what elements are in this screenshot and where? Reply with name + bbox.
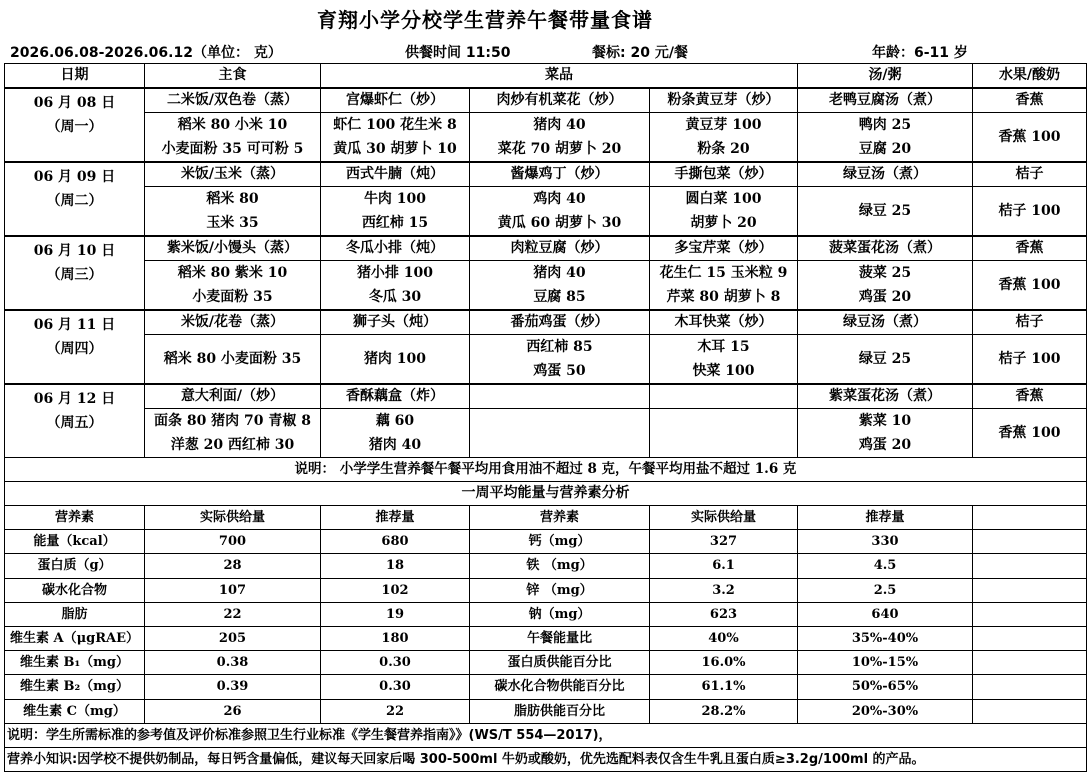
recommended-amount: 18 (321, 554, 470, 578)
nutrient-header: 推荐量 (321, 506, 470, 530)
dish2-ingredients (470, 409, 650, 458)
day-date: 06 月 08 日 (33, 95, 116, 111)
actual-amount: 28 (145, 554, 321, 578)
fruit-dish-name: 桔子 (973, 162, 1087, 187)
nutrient-name: 维生素 B₂（mg） (5, 675, 145, 699)
day-weekday: （周五） (46, 415, 103, 431)
ingredient-line: 稻米 80 (206, 191, 259, 207)
ingredient-line: 绿豆 25 (858, 203, 912, 219)
day-date: 06 月 11 日 (33, 317, 116, 333)
ingredient-line: 西红柿 15 (361, 215, 429, 231)
day-weekday: （周一） (46, 119, 103, 135)
soup-dish-name: 绿豆汤（煮） (798, 310, 973, 335)
ingredient-line: 稻米 80 小麦面粉 35 (163, 351, 302, 367)
dish2-dish-name (470, 384, 650, 409)
day-date-cell (5, 88, 145, 162)
analysis-title: 一周平均能量与营养素分析 (5, 482, 1087, 506)
nutrition-tip: 营养小知识:因学校不提供奶制品，每日钙含量偏低，建议每天回家后喝 300-500ml 牛奶或酸奶，优先选配料表仅含生牛乳且蛋白质≥3.2g/100ml 的产品。 (5, 747, 1087, 771)
page-title: 育翔小学分校学生营养午餐带量食谱 (317, 8, 653, 32)
ingredient-line: 猪肉 40 (533, 117, 586, 133)
recommended-amount: 2.5 (798, 578, 973, 602)
ingredient-line: 菠菜 25 (858, 265, 912, 281)
age-range: 年龄：6-11 岁 (872, 45, 968, 61)
soup-dish-name: 老鸭豆腐汤（煮） (798, 88, 973, 113)
ingredient-line: 猪小排 100 (356, 265, 434, 281)
empty-cell (973, 626, 1087, 650)
soup-ingredients (798, 335, 973, 385)
nutrient-name: 蛋白质供能百分比 (470, 651, 650, 675)
dish3-ingredients (650, 261, 798, 311)
ingredient-line: 香蕉 100 (998, 277, 1061, 293)
dish2-ingredients (470, 187, 650, 237)
dish1-ingredients (321, 335, 470, 385)
header-fruit: 水果/酸奶 (973, 64, 1087, 89)
nutrient-name: 维生素 A（μgRAE） (5, 626, 145, 650)
staple-dish-name: 紫米饭/小馒头（蒸） (145, 236, 321, 261)
fruit-ingredients (973, 113, 1087, 163)
actual-amount: 623 (650, 602, 798, 626)
ingredient-line: 黄瓜 30 胡萝卜 10 (333, 141, 457, 157)
ingredient-line: 小麦面粉 35 (192, 289, 273, 305)
recommended-amount: 180 (321, 626, 470, 650)
nutrient-name: 蛋白质（g） (5, 554, 145, 578)
actual-amount: 0.39 (145, 675, 321, 699)
menu-header-row (5, 64, 1087, 89)
empty-cell (973, 554, 1087, 578)
actual-amount: 0.38 (145, 651, 321, 675)
actual-amount: 26 (145, 699, 321, 723)
menu-table (4, 63, 1087, 772)
nutrient-header: 实际供给量 (145, 506, 321, 530)
dish1-ingredients (321, 113, 470, 163)
dish2-dish-name: 酱爆鸡丁（炒） (470, 162, 650, 187)
dish2-ingredients (470, 261, 650, 311)
nutrient-header: 推荐量 (798, 506, 973, 530)
ingredient-line: 藕 60 (375, 413, 415, 429)
dish1-dish-name: 狮子头（炖） (321, 310, 470, 335)
day-weekday: （周三） (46, 267, 103, 283)
ingredient-line: 豆腐 20 (858, 141, 912, 157)
nutrient-name: 钠（mg） (470, 602, 650, 626)
soup-ingredients (798, 187, 973, 237)
recommended-amount: 22 (321, 699, 470, 723)
staple-dish-name: 意大利面/（炒） (145, 384, 321, 409)
empty-cell (973, 699, 1087, 723)
ingredient-line: 桔子 100 (998, 351, 1061, 367)
staple-ingredients (145, 409, 321, 458)
nutrient-name: 维生素 B₁（mg） (5, 651, 145, 675)
recommended-amount: 0.30 (321, 651, 470, 675)
day-date-cell (5, 310, 145, 384)
recommended-amount: 50%-65% (798, 675, 973, 699)
day-date-cell (5, 162, 145, 236)
header-date: 日期 (5, 64, 145, 89)
staple-ingredients (145, 261, 321, 311)
day-ingredient-row (5, 409, 1087, 458)
ingredient-line: 鸡肉 40 (533, 191, 586, 207)
day-weekday: （周二） (46, 193, 103, 209)
ingredient-line: 芹菜 80 胡萝卜 8 (666, 289, 781, 305)
nutrient-name: 维生素 C（mg） (5, 699, 145, 723)
recommended-amount: 102 (321, 578, 470, 602)
day-ingredient-row (5, 335, 1087, 385)
staple-dish-name: 米饭/花卷（蒸） (145, 310, 321, 335)
dish3-ingredients (650, 187, 798, 237)
dish3-dish-name: 手撕包菜（炒） (650, 162, 798, 187)
ingredient-line: 圆白菜 100 (685, 191, 762, 207)
nutrient-row (5, 626, 1087, 650)
ingredient-line: 绿豆 25 (858, 351, 912, 367)
recommended-amount: 10%-15% (798, 651, 973, 675)
actual-amount: 700 (145, 530, 321, 554)
oil-salt-note: 说明： 小学学生营养餐午餐平均用食用油不超过 8 克，午餐平均用盐不超过 1.6 克 (5, 458, 1087, 482)
nutrient-row (5, 554, 1087, 578)
recommended-amount: 680 (321, 530, 470, 554)
actual-amount: 61.1% (650, 675, 798, 699)
recommended-amount: 330 (798, 530, 973, 554)
ingredient-line: 面条 80 猪肉 70 青椒 8 (153, 413, 312, 429)
nutrient-name: 锌 （mg） (470, 578, 650, 602)
empty-cell (973, 578, 1087, 602)
nutrient-name: 碳水化合物 (5, 578, 145, 602)
fruit-dish-name: 香蕉 (973, 88, 1087, 113)
dish3-ingredients (650, 113, 798, 163)
day-ingredient-row (5, 113, 1087, 163)
fruit-ingredients (973, 335, 1087, 385)
nutrient-row (5, 699, 1087, 723)
dish1-dish-name: 宫爆虾仁（炒） (321, 88, 470, 113)
day-weekday: （周四） (46, 341, 103, 357)
day-date: 06 月 09 日 (33, 169, 116, 185)
actual-amount: 28.2% (650, 699, 798, 723)
nutrient-name: 脂肪供能百分比 (470, 699, 650, 723)
soup-ingredients (798, 409, 973, 458)
ingredient-line: 鸡蛋 20 (858, 437, 912, 453)
soup-ingredients (798, 261, 973, 311)
recommended-amount: 35%-40% (798, 626, 973, 650)
ingredient-line: 豆腐 85 (533, 289, 586, 305)
day-ingredient-row (5, 261, 1087, 311)
nutrient-name: 碳水化合物供能百分比 (470, 675, 650, 699)
ingredient-line: 桔子 100 (998, 203, 1061, 219)
nutrient-header-row (5, 506, 1087, 530)
nutrient-name: 午餐能量比 (470, 626, 650, 650)
ingredient-line: 冬瓜 30 (368, 289, 422, 305)
staple-dish-name: 二米饭/双色卷（蒸） (145, 88, 321, 113)
soup-dish-name: 紫菜蛋花汤（煮） (798, 384, 973, 409)
fruit-dish-name: 香蕉 (973, 384, 1087, 409)
nutrient-row (5, 651, 1087, 675)
ingredient-line: 鸡蛋 20 (858, 289, 912, 305)
date-range-unit: 2026.06.08-2026.06.12（单位： 克） (10, 45, 282, 61)
nutrient-row (5, 602, 1087, 626)
recommended-amount: 20%-30% (798, 699, 973, 723)
dish1-ingredients (321, 261, 470, 311)
ingredient-line: 木耳 15 (697, 339, 750, 355)
fruit-dish-name: 桔子 (973, 310, 1087, 335)
recommended-amount: 19 (321, 602, 470, 626)
nutrient-name: 脂肪 (5, 602, 145, 626)
ingredient-line: 黄豆芽 100 (685, 117, 762, 133)
day-dish-row (5, 88, 1087, 113)
fruit-ingredients (973, 261, 1087, 311)
recommended-amount: 0.30 (321, 675, 470, 699)
ingredient-line: 花生仁 15 玉米粒 9 (659, 265, 788, 281)
ingredient-line: 猪肉 40 (533, 265, 586, 281)
ingredient-line: 鸡蛋 50 (533, 363, 586, 379)
ingredient-line: 黄瓜 60 胡萝卜 30 (497, 215, 622, 231)
ingredient-line: 猪肉 100 (363, 351, 427, 367)
nutrient-name: 钙（mg） (470, 530, 650, 554)
ingredient-line: 粉条 20 (697, 141, 750, 157)
fruit-ingredients (973, 187, 1087, 237)
ingredient-line: 胡萝卜 20 (690, 215, 757, 231)
actual-amount: 205 (145, 626, 321, 650)
staple-ingredients (145, 113, 321, 163)
ingredient-line: 鸭肉 25 (858, 117, 912, 133)
empty-cell (973, 675, 1087, 699)
dish2-ingredients (470, 335, 650, 385)
meal-price: 餐标: 20 元/餐 (592, 45, 688, 61)
actual-amount: 16.0% (650, 651, 798, 675)
ingredient-line: 香蕉 100 (998, 129, 1061, 145)
staple-ingredients (145, 335, 321, 385)
fruit-dish-name: 香蕉 (973, 236, 1087, 261)
empty-cell (973, 530, 1087, 554)
dish2-dish-name: 肉炒有机菜花（炒） (470, 88, 650, 113)
dish3-ingredients (650, 409, 798, 458)
empty-cell (973, 506, 1087, 530)
header-soup: 汤/粥 (798, 64, 973, 89)
soup-dish-name: 菠菜蛋花汤（煮） (798, 236, 973, 261)
dish1-dish-name: 冬瓜小排（炖） (321, 236, 470, 261)
ingredient-line: 猪肉 40 (368, 437, 422, 453)
actual-amount: 6.1 (650, 554, 798, 578)
recommended-amount: 640 (798, 602, 973, 626)
ingredient-line: 菜花 70 胡萝卜 20 (497, 141, 622, 157)
header-dishes: 菜品 (321, 64, 798, 89)
actual-amount: 107 (145, 578, 321, 602)
ingredient-line: 稻米 80 紫米 10 (177, 265, 288, 281)
dish1-ingredients (321, 409, 470, 458)
empty-cell (973, 602, 1087, 626)
soup-dish-name: 绿豆汤（煮） (798, 162, 973, 187)
day-dish-row (5, 236, 1087, 261)
actual-amount: 40% (650, 626, 798, 650)
standard-note: 说明：学生所需标准的参考值及评价标准参照卫生行业标准《学生餐营养指南》》(WS/T 554—2017)， (5, 723, 1087, 747)
dish1-dish-name: 香酥藕盒（炸） (321, 384, 470, 409)
actual-amount: 327 (650, 530, 798, 554)
ingredient-line: 稻米 80 小米 10 (177, 117, 288, 133)
dish3-ingredients (650, 335, 798, 385)
dish3-dish-name (650, 384, 798, 409)
day-ingredient-row (5, 187, 1087, 237)
staple-dish-name: 米饭/玉米（蒸） (145, 162, 321, 187)
dish1-ingredients (321, 187, 470, 237)
header-staple: 主食 (145, 64, 321, 89)
ingredient-line: 小麦面粉 35 可可粉 5 (161, 141, 304, 157)
dish3-dish-name: 粉条黄豆芽（炒） (650, 88, 798, 113)
dish1-dish-name: 西式牛腩（炖） (321, 162, 470, 187)
empty-cell (973, 651, 1087, 675)
nutrient-header: 实际供给量 (650, 506, 798, 530)
day-dish-row (5, 310, 1087, 335)
day-date-cell (5, 384, 145, 458)
nutrient-row (5, 530, 1087, 554)
ingredient-line: 牛肉 100 (363, 191, 427, 207)
day-dish-row (5, 384, 1087, 409)
nutrient-name: 铁 （mg） (470, 554, 650, 578)
day-date: 06 月 10 日 (33, 243, 116, 259)
dish3-dish-name: 多宝芹菜（炒） (650, 236, 798, 261)
ingredient-line: 紫菜 10 (858, 413, 912, 429)
ingredient-line: 洋葱 20 西红柿 30 (170, 437, 295, 453)
nutrient-header: 营养素 (5, 506, 145, 530)
day-date: 06 月 12 日 (33, 391, 116, 407)
soup-ingredients (798, 113, 973, 163)
nutrient-row (5, 578, 1087, 602)
day-date-cell (5, 236, 145, 310)
ingredient-line: 玉米 35 (206, 215, 259, 231)
nutrient-name: 能量（kcal） (5, 530, 145, 554)
dish2-dish-name: 番茄鸡蛋（炒） (470, 310, 650, 335)
ingredient-line: 西红柿 85 (526, 339, 593, 355)
ingredient-line: 香蕉 100 (998, 425, 1061, 441)
ingredient-line: 快菜 100 (692, 363, 755, 379)
dish2-ingredients (470, 113, 650, 163)
day-dish-row (5, 162, 1087, 187)
nutrient-row (5, 675, 1087, 699)
actual-amount: 22 (145, 602, 321, 626)
dish2-dish-name: 肉粒豆腐（炒） (470, 236, 650, 261)
actual-amount: 3.2 (650, 578, 798, 602)
staple-ingredients (145, 187, 321, 237)
ingredient-line: 虾仁 100 花生米 8 (333, 117, 457, 133)
recommended-amount: 4.5 (798, 554, 973, 578)
nutrient-header: 营养素 (470, 506, 650, 530)
dish3-dish-name: 木耳快菜（炒） (650, 310, 798, 335)
serve-time: 供餐时间 11:50 (405, 45, 511, 61)
fruit-ingredients (973, 409, 1087, 458)
